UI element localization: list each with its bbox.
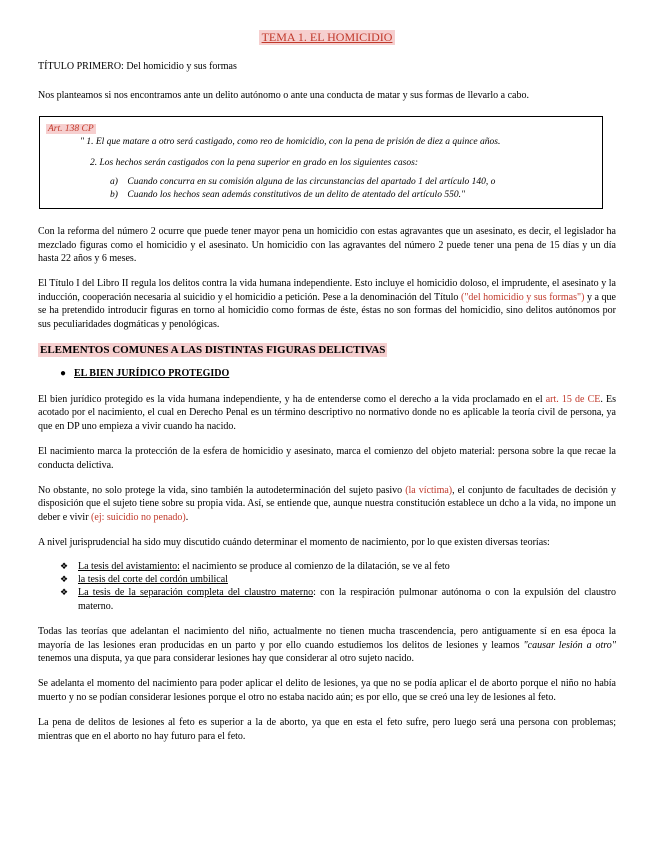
no-obstante-text-b: , el conjunto de facultades de decisión y disposición que el sujeto tiene sobre su propia vida. Así, se entiende que, aunque nuestra constitución establece un dcho a la vida, no impone un deber e vivir: [38, 484, 616, 523]
document-title: TEMA 1. EL HOMICIDIO: [259, 30, 396, 45]
nacimiento-paragraph: El nacimiento marca la protección de la esfera de homicidio y asesinato, marca el comienzo del objeto material: persona sobre la que recae la conducta delictiva.: [38, 446, 616, 471]
sub-b-letter: b): [110, 190, 118, 201]
article-sub-b: [110, 189, 594, 202]
sub-a-text: Cuando concurra en su comisión alguna de las circunstancias del apartado 1 del artículo 140, o: [127, 177, 496, 188]
intro-paragraph: Nos planteamos si nos encontramos ante un delito autónomo o ante una conducta de matar y sus formas de llevarlo a cabo.: [38, 89, 529, 101]
todas-text-a: Todas las teorías que adelantan el nacimiento del niño, actualmente no tienen mucha trascendencia, pero antiguamente sí en esa época la mayoría de las lesiones eran producidas en un parto y por ello cuando estudiemos los delitos de lesiones y leamos: [38, 626, 616, 651]
document-page: [38, 30, 616, 743]
sub-a-letter: a): [110, 177, 118, 188]
theory-name: La tesis de la separación completa del claustro materno: [78, 587, 314, 599]
reform-paragraph: Con la reforma del número 2 ocurre que puede tener mayor pena un homicidio con estas agravantes que un asesinato, es decir, el legislador ha mezclado figuras como el homicidio y el asesinato. Un homicidio con las agravantes del número 2 puede tener una pena de 15 días y un día hasta 22 años y 6 meses.: [38, 226, 616, 265]
article-sublist: [46, 176, 594, 202]
todas-text-b: tenemos una disputa, ya que para considerar lesiones hay que considerar al otro sujeto nacido.: [38, 652, 414, 664]
title-wrap: [38, 30, 616, 45]
bullet-heading: [38, 367, 616, 380]
diamond-bullet-icon: ❖: [60, 587, 69, 598]
article-box: [39, 116, 603, 209]
no-obstante-paragraph: [38, 484, 616, 524]
list-item: [60, 586, 616, 613]
adelanta-paragraph: Se adelanta el momento del nacimiento para poder aplicar el delito de lesiones, ya que no se podía aplicar el de aborto porque el niño no había muerto y no se podían considerar lesiones porque el otro no estaba nacido aún; es por ello, que se creó una ley de lesiones al feto.: [38, 678, 616, 703]
todas-quote: "causar lesión a otro": [523, 639, 617, 651]
diamond-bullet-icon: ❖: [60, 560, 69, 571]
todas-paragraph: [38, 625, 616, 665]
sub-b-text: Cuando los hechos sean además constitutivos de un delito de atentado del artículo 550.": [127, 190, 465, 201]
theory-desc: : con la respiración pulmonar autónoma o con la expulsión del claustro materno.: [78, 587, 616, 612]
list-item: [60, 573, 616, 586]
no-obstante-text-c: .: [185, 511, 189, 523]
bien-text-a: El bien jurídico protegido es la vida humana independiente, y ha de entenderse como el derecho a la vida proclamado en el: [38, 393, 546, 405]
title-paragraph: [38, 277, 616, 331]
article-paragraph-2: 2. Los hechos serán castigados con la pena superior en grado en los siguientes casos:: [90, 158, 418, 169]
title-paragraph-text-b: y a que se ha pretendido introducir figuras en torno al homicidio como formas de éste, éstas no son formas del homicidio, sino delitos autónomos por sus peculiaridades dogmáticas y penológicas.: [38, 291, 616, 330]
title-paragraph-text-a: El Título I del Libro II regula los delitos contra la vida humana independiente. Esto incluye el homicidio doloso, el imprudente, el asesinato y la inducción, cooperación necesaria al suicidio y el homicidio a petición. Pese a la denominación del Título: [38, 278, 616, 303]
list-item: [60, 560, 616, 573]
theory-name: la tesis del corte del cordón umbilical: [78, 573, 228, 585]
pena-paragraph: La pena de delitos de lesiones al feto es superior a la de aborto, ya que en esta el feto sufre, pero luego será una persona con problemas; mientras que en el aborto no hay futuro para el feto.: [38, 717, 616, 742]
bien-highlight: art. 15 de CE: [545, 393, 601, 405]
no-obstante-text-a: No obstante, no solo protege la vida, sino también la autodeterminación del sujeto pasivo: [38, 484, 406, 496]
section-heading: ELEMENTOS COMUNES A LAS DISTINTAS FIGURAS DELICTIVAS: [40, 344, 386, 357]
bien-text-b: . Es acotado por el nacimiento, el cual en Derecho Penal es un término descriptivo no normativo donde no es aplicable la teoría civil de persona, ya que en DP uno empieza a vivir cuando ha nacido.: [38, 393, 616, 432]
article-sub-a: [110, 176, 594, 189]
jurisprudencial-paragraph: A nivel jurisprudencial ha sido muy discutido cuándo determinar el momento de nacimiento, por lo que existen diversas teorías:: [38, 537, 550, 549]
no-obstante-highlight-2: (ej: suicidio no penado): [91, 511, 186, 523]
article-reference: Art. 138 CP: [48, 124, 94, 135]
diamond-bullet-icon: ❖: [60, 573, 69, 584]
subtitle: TÍTULO PRIMERO: Del homicidio y sus formas: [38, 61, 237, 73]
theory-name: La tesis del avistamiento:: [78, 560, 180, 572]
article-paragraph-1: " 1. El que matare a otro será castigado, como reo de homicidio, con la pena de prisión de diez a quince años.: [80, 137, 501, 148]
title-paragraph-highlight: ("del homicidio y sus formas"): [460, 291, 585, 303]
theories-list: [38, 560, 616, 614]
bullet-heading-text: EL BIEN JURÍDICO PROTEGIDO: [74, 368, 230, 380]
bien-juridico-paragraph: [38, 393, 616, 433]
theory-desc: el nacimiento se produce al comienzo de la dilatación, se ve al feto: [179, 560, 450, 572]
bullet-dot-icon: ●: [60, 368, 67, 380]
no-obstante-highlight-1: (la víctima): [405, 484, 453, 496]
